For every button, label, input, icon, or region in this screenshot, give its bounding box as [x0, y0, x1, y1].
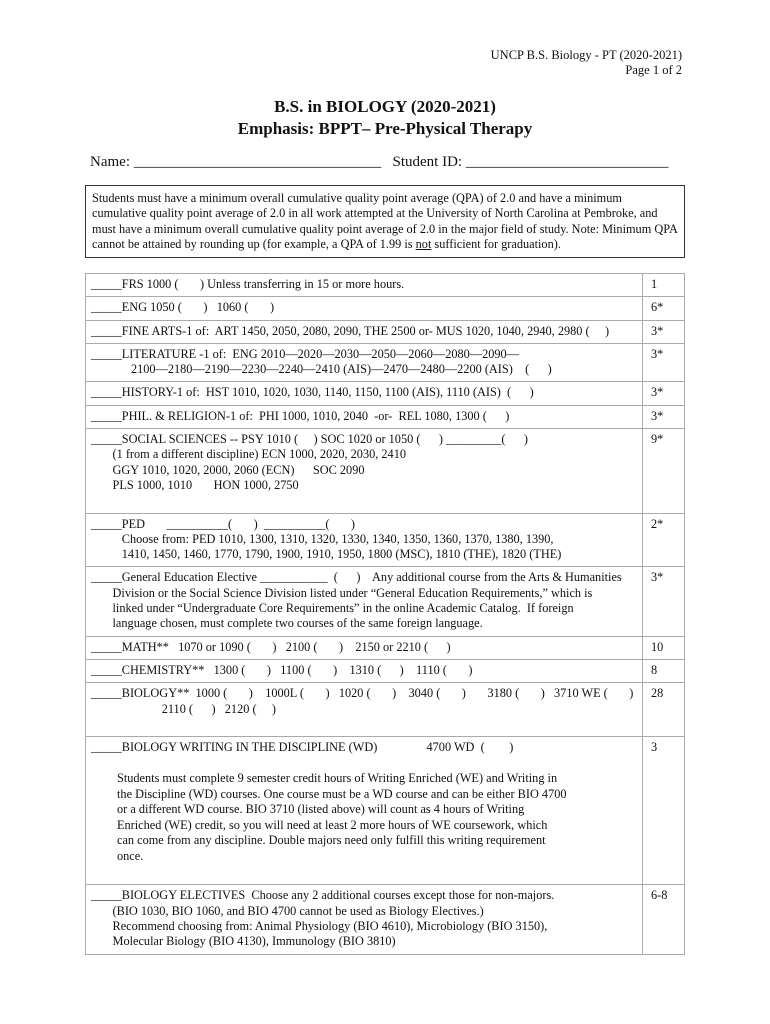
requirement-line [91, 717, 637, 732]
requirement-row [86, 513, 685, 567]
requirement-description [86, 429, 643, 513]
credit-hours: 9* [643, 429, 685, 513]
requirement-row [86, 343, 685, 382]
requirement-row [86, 737, 685, 885]
name-field[interactable]: _________________________________ [133, 154, 382, 170]
credit-hours: 3* [643, 405, 685, 428]
requirement-row [86, 636, 685, 659]
qpa-text: Students must have a minimum overall cumulative quality point average (QPA) of 2.0 and have a minimum cumulative quality point average of 2.0 in all work attempted at the University of North Carolina at Pembroke, and must have a minimum overall cumulative quality point average of 2.0 in the major field of study. Note: Minimum QPA cannot be attained by rounding up (for example, a QPA of 1.99 is [92, 191, 678, 251]
requirement-line: _____CHEMISTRY** 1300 ( ) 1100 ( ) 1310 ( ) 1110 ( ) [91, 662, 473, 677]
requirement-row [86, 405, 685, 428]
header-title: UNCP B.S. Biology - PT (2020-2021) [490, 48, 682, 62]
credit-hours: 3* [643, 567, 685, 636]
requirement-line: _____BIOLOGY** 1000 ( ) 1000L ( ) 1020 ( ) 3040 ( ) 3180 ( ) 3710 WE ( ) [91, 686, 634, 701]
document-subtitle: Emphasis: BPPT– Pre-Physical Therapy [237, 119, 533, 138]
requirements-table [85, 273, 685, 955]
requirement-row [86, 567, 685, 636]
requirement-line: linked under “Undergraduate Core Requirements” in the online Academic Catalog. If foreign [91, 601, 574, 616]
requirement-row [86, 297, 685, 320]
requirement-line: Choose from: PED 1010, 1300, 1310, 1320, 1330, 1340, 1350, 1360, 1370, 1380, 1390, [91, 531, 554, 546]
credit-hours: 3* [643, 382, 685, 405]
requirement-line: 2100—2180—2190—2230—2240—2410 (AIS)—2470—2480—2200 (AIS) ( ) [91, 362, 552, 377]
qpa-emphasis: not [415, 236, 432, 251]
requirement-line: _____BIOLOGY WRITING IN THE DISCIPLINE (WD) 4700 WD ( ) [91, 740, 514, 755]
requirement-row [86, 885, 685, 954]
page-number: Page 1 of 2 [625, 63, 682, 77]
requirement-line: Recommend choosing from: Animal Physiology (BIO 4610), Microbiology (BIO 3150), [91, 919, 548, 934]
page-header [491, 48, 682, 78]
credit-hours: 3 [643, 737, 685, 885]
qpa-text-end: sufficient for graduation). [431, 236, 561, 251]
requirement-line: GGY 1010, 1020, 2000, 2060 (ECN) SOC 2090 [91, 462, 365, 477]
requirement-line [91, 493, 637, 508]
requirement-description [86, 885, 643, 954]
requirement-line: _____ENG 1050 ( ) 1060 ( ) [91, 300, 275, 315]
credit-hours: 1 [643, 274, 685, 297]
requirement-description [86, 274, 643, 297]
requirement-description [86, 382, 643, 405]
credit-hours: 6* [643, 297, 685, 320]
requirement-line: Molecular Biology (BIO 4130), Immunology (BIO 3810) [91, 934, 396, 949]
requirement-row [86, 382, 685, 405]
qpa-requirement-box [85, 185, 685, 258]
credit-hours: 2* [643, 513, 685, 567]
requirement-line: _____HISTORY-1 of: HST 1010, 1020, 1030, 1140, 1150, 1100 (AIS), 1110 (AIS) ( ) [91, 385, 534, 400]
requirement-line: _____LITERATURE -1 of: ENG 2010—2020—2030—2050—2060—2080—2090— [91, 346, 519, 361]
requirement-line: _____FINE ARTS-1 of: ART 1450, 2050, 2080, 2090, THE 2500 or- MUS 1020, 1040, 2940, 2980 ( ) [91, 323, 610, 338]
credit-hours: 10 [643, 636, 685, 659]
requirement-description [86, 343, 643, 382]
requirement-description [86, 659, 643, 682]
requirement-description [86, 320, 643, 343]
requirement-description [86, 297, 643, 320]
student-id-label: Student ID: [392, 154, 463, 170]
requirement-row [86, 659, 685, 682]
student-info-line [90, 154, 668, 171]
requirement-line: _____PHIL. & RELIGION-1 of: PHI 1000, 1010, 2040 -or- REL 1080, 1300 ( ) [91, 408, 510, 423]
requirement-row [86, 274, 685, 297]
writing-requirement-note: Students must complete 9 semester credit hours of Writing Enriched (WE) and Writing in the Discipline (WD) courses. One course must be a WD course and can be either BIO 4700 or a different WD course. BIO 3710 (listed above) will count as 4 hours of Writing Enriched (WE) credit, so you will need at least 2 more hours of WE coursework, which can come from any discipline. Double majors need only fulfill this writing requirement once. [117, 771, 567, 863]
requirement-line: 2110 ( ) 2120 ( ) [91, 701, 277, 716]
credit-hours: 3* [643, 343, 685, 382]
requirement-line: _____FRS 1000 ( ) Unless transferring in 15 or more hours. [91, 277, 405, 291]
requirement-description [86, 405, 643, 428]
requirement-line: (BIO 1030, BIO 1060, and BIO 4700 cannot be used as Biology Electives.) [91, 903, 484, 918]
requirement-row [86, 429, 685, 513]
requirement-line: language chosen, must complete two courses of the same foreign language. [91, 616, 483, 631]
requirement-line: _____BIOLOGY ELECTIVES Choose any 2 additional courses except those for non-majors. [91, 888, 555, 903]
requirement-line: PLS 1000, 1010 HON 1000, 2750 [91, 477, 299, 492]
name-label: Name: [90, 154, 130, 170]
requirement-row [86, 683, 685, 737]
requirement-description [86, 567, 643, 636]
requirement-description [86, 513, 643, 567]
requirement-description [86, 636, 643, 659]
requirement-line: _____General Education Elective ___________ ( ) Any additional course from the Arts & Humanities [91, 570, 622, 585]
student-id-field[interactable]: ___________________________ [465, 154, 669, 170]
requirement-row [86, 320, 685, 343]
credit-hours: 28 [643, 683, 685, 737]
requirement-line: _____MATH** 1070 or 1090 ( ) 2100 ( ) 2150 or 2210 ( ) [91, 639, 451, 654]
requirement-line: Division or the Social Science Division listed under “General Education Requirements,” which is [91, 585, 593, 600]
requirement-line: 1410, 1450, 1460, 1770, 1790, 1900, 1910, 1950, 1800 (MSC), 1810 (THE), 1820 (THE) [91, 547, 562, 562]
requirement-line: _____PED __________( ) __________( ) [91, 516, 356, 531]
requirement-description [86, 737, 643, 885]
requirement-line: (1 from a different discipline) ECN 1000, 2020, 2030, 2410 [91, 447, 406, 462]
credit-hours: 8 [643, 659, 685, 682]
requirement-description [86, 683, 643, 737]
credit-hours: 6-8 [643, 885, 685, 954]
credit-hours: 3* [643, 320, 685, 343]
requirement-line: _____SOCIAL SCIENCES -- PSY 1010 ( ) SOC 1020 or 1050 ( ) _________( ) [91, 432, 528, 447]
document-title: B.S. in BIOLOGY (2020-2021) [274, 97, 496, 116]
